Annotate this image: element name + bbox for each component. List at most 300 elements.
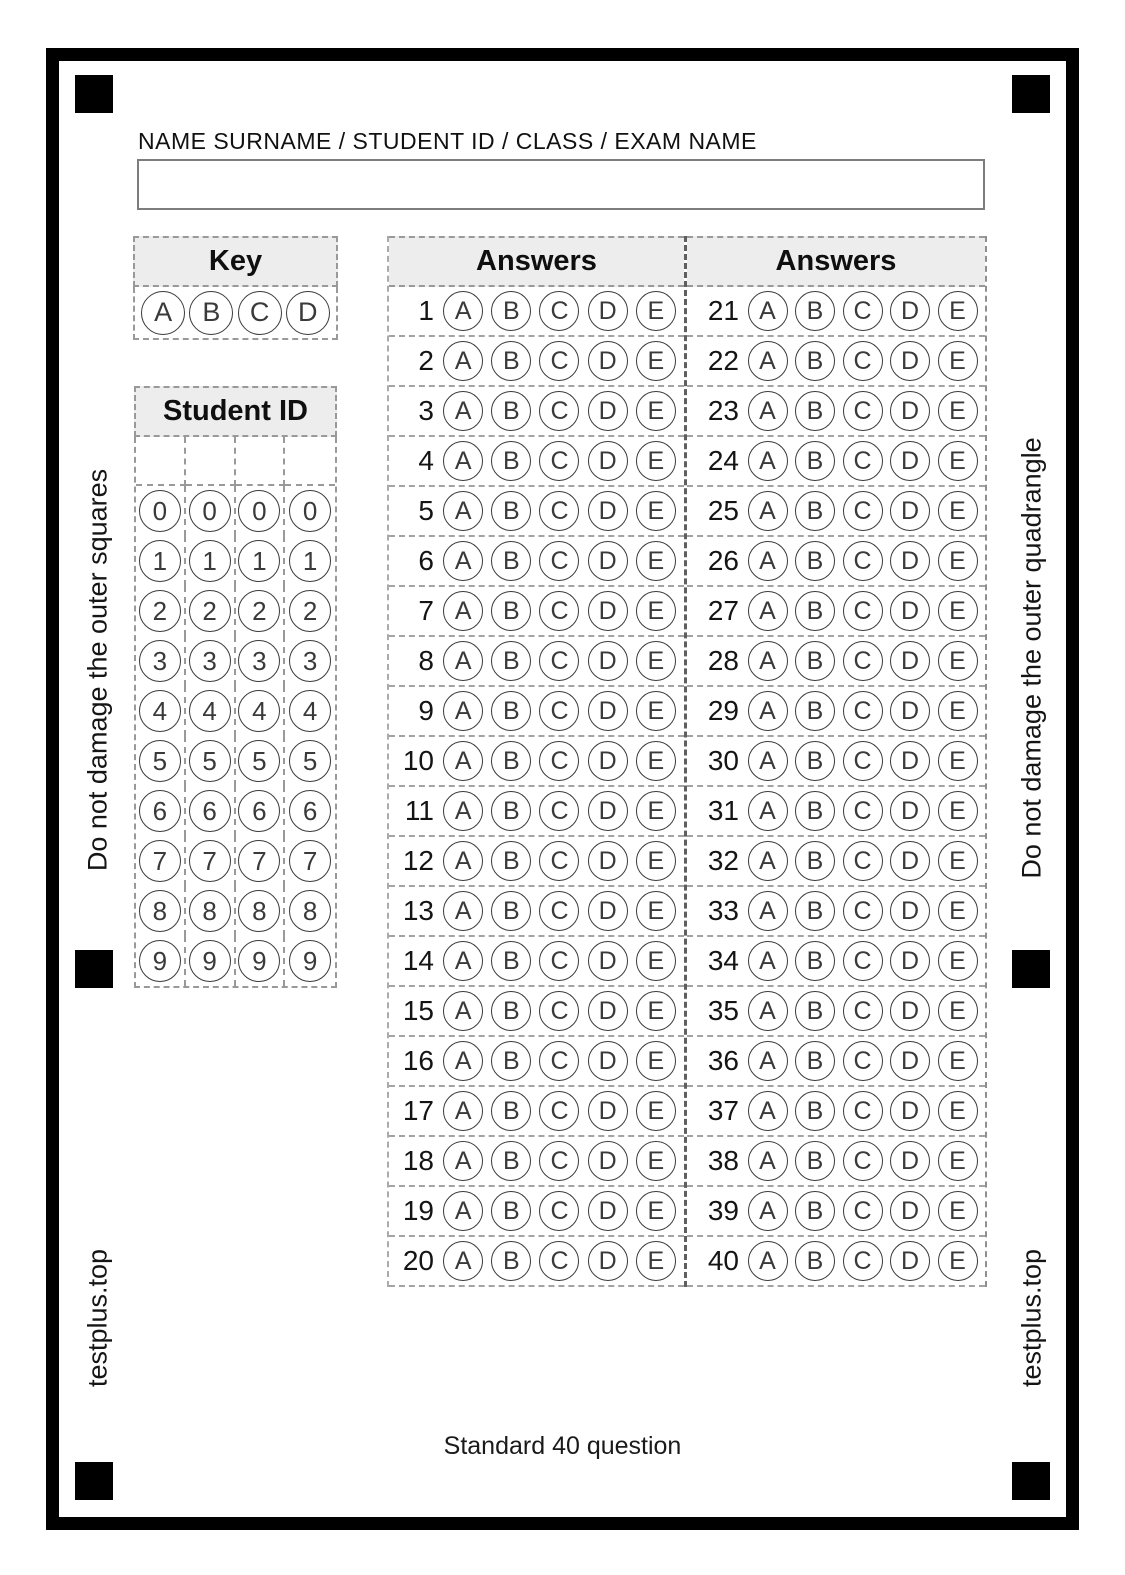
student-id-bubble-8[interactable]: 8 — [139, 890, 181, 932]
answer-row — [389, 587, 684, 637]
student-id-write-cell[interactable] — [136, 437, 186, 486]
answer-row — [389, 387, 684, 437]
answer-row — [687, 1137, 985, 1187]
answer-bubble-b[interactable]: B — [491, 491, 531, 531]
answer-bubble-a[interactable]: A — [443, 1241, 483, 1281]
answer-bubble-e[interactable]: E — [938, 291, 978, 331]
student-id-write-cell[interactable] — [285, 437, 335, 486]
answer-bubble-b[interactable]: B — [491, 1141, 531, 1181]
student-id-bubble-4[interactable]: 4 — [189, 690, 231, 732]
answer-bubble-a[interactable]: A — [748, 291, 788, 331]
student-id-bubble-3[interactable]: 3 — [189, 640, 231, 682]
answer-bubble-b[interactable]: B — [795, 1041, 835, 1081]
answer-bubble-c[interactable]: C — [539, 591, 579, 631]
question-number: 7 — [418, 595, 434, 626]
question-number: 6 — [418, 545, 434, 576]
answer-bubble-e[interactable]: E — [938, 691, 978, 731]
answer-row — [687, 787, 985, 837]
answer-bubble-e[interactable]: E — [938, 641, 978, 681]
answer-row — [687, 1237, 985, 1287]
student-id-bubble-3[interactable]: 3 — [139, 640, 181, 682]
answers-rows-left — [389, 287, 684, 1287]
answer-bubble-b[interactable]: B — [491, 1191, 531, 1231]
answer-bubble-c[interactable]: C — [539, 491, 579, 531]
answer-bubbles — [740, 641, 985, 681]
question-number: 8 — [418, 645, 434, 676]
answer-bubble-d[interactable]: D — [588, 841, 628, 881]
question-number: 40 — [707, 1245, 739, 1276]
answer-bubble-a[interactable]: A — [443, 541, 483, 581]
answer-bubble-a[interactable]: A — [748, 341, 788, 381]
answer-bubble-b[interactable]: B — [795, 941, 835, 981]
answer-bubble-c[interactable]: C — [539, 1041, 579, 1081]
answer-bubble-e[interactable]: E — [636, 391, 676, 431]
question-number: 1 — [418, 295, 434, 326]
answer-bubbles — [740, 691, 985, 731]
answer-bubble-e[interactable]: E — [938, 1091, 978, 1131]
student-id-bubble-3[interactable]: 3 — [238, 640, 280, 682]
answer-bubble-e[interactable]: E — [636, 941, 676, 981]
answer-bubble-a[interactable]: A — [748, 1191, 788, 1231]
answer-bubble-e[interactable]: E — [938, 1241, 978, 1281]
answer-bubble-e[interactable]: E — [636, 741, 676, 781]
answer-bubble-c[interactable]: C — [843, 1241, 883, 1281]
student-id-bubble-1[interactable]: 1 — [289, 540, 331, 582]
answer-bubble-e[interactable]: E — [938, 841, 978, 881]
answer-bubble-d[interactable]: D — [890, 441, 930, 481]
answer-bubble-a[interactable]: A — [748, 741, 788, 781]
answer-bubble-b[interactable]: B — [795, 1191, 835, 1231]
answer-row — [389, 987, 684, 1037]
answer-bubble-b[interactable]: B — [795, 341, 835, 381]
key-bubble-c[interactable]: C — [238, 291, 282, 335]
answer-bubble-d[interactable]: D — [588, 591, 628, 631]
answer-bubble-a[interactable]: A — [443, 891, 483, 931]
answer-row — [389, 1037, 684, 1087]
answer-bubble-c[interactable]: C — [843, 691, 883, 731]
student-id-bubble-2[interactable]: 2 — [139, 590, 181, 632]
answer-bubble-c[interactable]: C — [539, 1141, 579, 1181]
student-id-bubble-2[interactable]: 2 — [238, 590, 280, 632]
answer-bubble-c[interactable]: C — [539, 391, 579, 431]
answers-title-left: Answers — [389, 236, 684, 287]
answer-bubble-d[interactable]: D — [890, 541, 930, 581]
answer-bubble-d[interactable]: D — [588, 1091, 628, 1131]
answer-bubble-b[interactable]: B — [491, 641, 531, 681]
answers-title-right: Answers — [687, 236, 985, 287]
answer-bubble-e[interactable]: E — [636, 441, 676, 481]
answer-bubble-b[interactable]: B — [491, 291, 531, 331]
answer-bubble-c[interactable]: C — [539, 841, 579, 881]
answer-bubble-b[interactable]: B — [795, 441, 835, 481]
student-id-bubble-4[interactable]: 4 — [238, 690, 280, 732]
student-id-bubble-5[interactable]: 5 — [289, 740, 331, 782]
answer-bubble-c[interactable]: C — [843, 391, 883, 431]
answer-bubble-d[interactable]: D — [588, 941, 628, 981]
answer-bubble-a[interactable]: A — [748, 891, 788, 931]
answer-bubble-d[interactable]: D — [890, 741, 930, 781]
student-id-bubble-5[interactable]: 5 — [238, 740, 280, 782]
answer-bubble-d[interactable]: D — [588, 491, 628, 531]
key-bubble-d[interactable]: D — [286, 291, 330, 335]
answer-bubble-b[interactable]: B — [795, 991, 835, 1031]
student-id-bubble-1[interactable]: 1 — [238, 540, 280, 582]
answer-bubble-b[interactable]: B — [491, 791, 531, 831]
answers-rows-right — [687, 287, 985, 1287]
answer-bubble-e[interactable]: E — [636, 791, 676, 831]
answer-bubble-a[interactable]: A — [748, 1141, 788, 1181]
answer-bubble-e[interactable]: E — [938, 1191, 978, 1231]
student-id-bubble-6[interactable]: 6 — [189, 790, 231, 832]
answer-bubble-b[interactable]: B — [795, 741, 835, 781]
answer-bubble-b[interactable]: B — [795, 1091, 835, 1131]
answer-row — [389, 1237, 684, 1287]
key-bubble-a[interactable]: A — [141, 291, 185, 335]
answer-bubble-e[interactable]: E — [636, 1241, 676, 1281]
answer-bubble-b[interactable]: B — [795, 391, 835, 431]
student-id-bubble-4[interactable]: 4 — [139, 690, 181, 732]
answer-bubble-d[interactable]: D — [890, 691, 930, 731]
student-id-cell — [236, 936, 286, 986]
answer-bubble-d[interactable]: D — [890, 641, 930, 681]
answer-bubble-c[interactable]: C — [539, 541, 579, 581]
answer-bubble-d[interactable]: D — [588, 1191, 628, 1231]
answer-bubble-e[interactable]: E — [636, 1041, 676, 1081]
student-id-bubble-3[interactable]: 3 — [289, 640, 331, 682]
answer-bubble-e[interactable]: E — [938, 791, 978, 831]
answer-bubble-b[interactable]: B — [491, 1091, 531, 1131]
answer-bubble-d[interactable]: D — [890, 991, 930, 1031]
answer-bubble-a[interactable]: A — [443, 941, 483, 981]
student-id-cell — [136, 736, 186, 786]
answer-bubble-c[interactable]: C — [843, 741, 883, 781]
answer-bubble-c[interactable]: C — [539, 1241, 579, 1281]
answer-bubble-a[interactable]: A — [443, 341, 483, 381]
answer-bubble-e[interactable]: E — [636, 991, 676, 1031]
answer-bubble-b[interactable]: B — [491, 441, 531, 481]
answer-bubble-b[interactable]: B — [795, 541, 835, 581]
answer-bubble-a[interactable]: A — [443, 291, 483, 331]
answer-bubble-b[interactable]: B — [491, 1041, 531, 1081]
answer-row — [687, 837, 985, 887]
student-id-cell — [285, 786, 335, 836]
answer-bubble-c[interactable]: C — [539, 1191, 579, 1231]
answer-bubble-c[interactable]: C — [843, 1141, 883, 1181]
answer-bubble-a[interactable]: A — [748, 1241, 788, 1281]
answer-bubbles — [435, 941, 684, 981]
answer-bubble-e[interactable]: E — [636, 1091, 676, 1131]
answer-bubble-e[interactable]: E — [938, 891, 978, 931]
key-bubble-b[interactable]: B — [189, 291, 233, 335]
student-id-bubble-7[interactable]: 7 — [189, 840, 231, 882]
answer-bubble-d[interactable]: D — [890, 1191, 930, 1231]
answer-bubble-a[interactable]: A — [748, 791, 788, 831]
answer-bubble-d[interactable]: D — [588, 741, 628, 781]
answer-bubble-a[interactable]: A — [443, 691, 483, 731]
answer-bubble-b[interactable]: B — [795, 891, 835, 931]
student-id-bubble-7[interactable]: 7 — [139, 840, 181, 882]
student-id-bubble-8[interactable]: 8 — [189, 890, 231, 932]
answer-bubble-c[interactable]: C — [539, 341, 579, 381]
answer-bubble-a[interactable]: A — [443, 991, 483, 1031]
answer-bubble-b[interactable]: B — [491, 341, 531, 381]
answer-bubble-d[interactable]: D — [890, 341, 930, 381]
answer-bubble-a[interactable]: A — [443, 1091, 483, 1131]
answer-bubble-c[interactable]: C — [539, 741, 579, 781]
student-id-bubble-4[interactable]: 4 — [289, 690, 331, 732]
answer-bubble-d[interactable]: D — [588, 1141, 628, 1181]
answer-bubble-b[interactable]: B — [491, 691, 531, 731]
answer-bubble-d[interactable]: D — [890, 391, 930, 431]
answer-bubble-c[interactable]: C — [843, 1191, 883, 1231]
answer-bubble-d[interactable]: D — [890, 291, 930, 331]
answer-bubbles — [435, 1141, 684, 1181]
answer-bubble-a[interactable]: A — [443, 391, 483, 431]
answer-bubble-c[interactable]: C — [843, 641, 883, 681]
answer-bubble-d[interactable]: D — [588, 791, 628, 831]
answer-bubble-a[interactable]: A — [443, 491, 483, 531]
question-number: 15 — [402, 995, 434, 1026]
student-id-write-cell[interactable] — [186, 437, 236, 486]
answer-bubble-d[interactable]: D — [890, 1241, 930, 1281]
student-id-bubble-5[interactable]: 5 — [139, 740, 181, 782]
answer-row — [389, 1187, 684, 1237]
student-id-bubble-2[interactable]: 2 — [189, 590, 231, 632]
answer-bubble-d[interactable]: D — [588, 1241, 628, 1281]
answer-bubble-c[interactable]: C — [843, 591, 883, 631]
answer-bubbles — [435, 441, 684, 481]
answer-bubble-e[interactable]: E — [938, 1041, 978, 1081]
student-id-cell — [186, 536, 236, 586]
student-id-bubble-0[interactable]: 0 — [139, 490, 181, 532]
answer-bubble-e[interactable]: E — [636, 591, 676, 631]
answer-bubble-d[interactable]: D — [588, 1041, 628, 1081]
answer-bubble-b[interactable]: B — [491, 391, 531, 431]
answer-bubble-c[interactable]: C — [843, 1091, 883, 1131]
student-id-bubble-9[interactable]: 9 — [189, 940, 231, 982]
answer-bubble-c[interactable]: C — [843, 1041, 883, 1081]
answer-bubble-a[interactable]: A — [443, 441, 483, 481]
student-id-bubble-8[interactable]: 8 — [289, 890, 331, 932]
answer-bubble-c[interactable]: C — [843, 791, 883, 831]
answer-row — [687, 887, 985, 937]
answer-bubble-d[interactable]: D — [890, 941, 930, 981]
answer-bubble-c[interactable]: C — [843, 441, 883, 481]
question-number: 13 — [402, 895, 434, 926]
answer-bubble-b[interactable]: B — [795, 841, 835, 881]
answer-bubble-b[interactable]: B — [491, 841, 531, 881]
answer-bubble-d[interactable]: D — [588, 341, 628, 381]
answer-bubble-d[interactable]: D — [890, 591, 930, 631]
answer-bubble-d[interactable]: D — [890, 1091, 930, 1131]
student-id-bubble-1[interactable]: 1 — [189, 540, 231, 582]
answer-bubble-a[interactable]: A — [748, 691, 788, 731]
answer-bubble-d[interactable]: D — [588, 541, 628, 581]
answer-bubble-b[interactable]: B — [491, 591, 531, 631]
answer-bubble-e[interactable]: E — [938, 491, 978, 531]
answer-bubble-e[interactable]: E — [938, 941, 978, 981]
answer-bubble-e[interactable]: E — [938, 591, 978, 631]
answer-bubble-b[interactable]: B — [795, 291, 835, 331]
answer-bubble-b[interactable]: B — [491, 991, 531, 1031]
answer-bubble-a[interactable]: A — [748, 591, 788, 631]
answer-bubble-c[interactable]: C — [843, 291, 883, 331]
answer-bubble-b[interactable]: B — [795, 491, 835, 531]
answer-bubble-c[interactable]: C — [539, 791, 579, 831]
answer-bubble-d[interactable]: D — [588, 891, 628, 931]
answer-bubble-a[interactable]: A — [748, 441, 788, 481]
question-number: 33 — [707, 895, 739, 926]
registration-mark-top-right — [1012, 75, 1050, 113]
student-id-cell — [186, 586, 236, 636]
answer-bubble-b[interactable]: B — [795, 641, 835, 681]
answer-bubble-c[interactable]: C — [843, 941, 883, 981]
answer-bubble-c[interactable]: C — [539, 691, 579, 731]
answer-bubble-d[interactable]: D — [588, 441, 628, 481]
answer-bubble-b[interactable]: B — [491, 941, 531, 981]
answer-bubbles — [435, 391, 684, 431]
answer-bubble-a[interactable]: A — [748, 991, 788, 1031]
answer-bubble-c[interactable]: C — [843, 891, 883, 931]
answer-bubble-b[interactable]: B — [795, 591, 835, 631]
question-number: 20 — [402, 1245, 434, 1276]
answer-bubble-a[interactable]: A — [443, 791, 483, 831]
answer-bubble-e[interactable]: E — [636, 841, 676, 881]
answer-bubble-e[interactable]: E — [938, 391, 978, 431]
answer-bubble-d[interactable]: D — [588, 991, 628, 1031]
answer-bubble-a[interactable]: A — [443, 591, 483, 631]
answer-bubble-a[interactable]: A — [748, 1041, 788, 1081]
student-id-cell — [285, 886, 335, 936]
answer-row — [687, 737, 985, 787]
answer-bubble-c[interactable]: C — [539, 1091, 579, 1131]
answer-bubble-c[interactable]: C — [843, 541, 883, 581]
answer-bubble-e[interactable]: E — [938, 741, 978, 781]
answer-bubble-c[interactable]: C — [539, 891, 579, 931]
student-id-bubble-7[interactable]: 7 — [238, 840, 280, 882]
answer-bubbles — [740, 391, 985, 431]
student-id-write-cell[interactable] — [236, 437, 286, 486]
answer-bubble-b[interactable]: B — [795, 791, 835, 831]
answer-bubble-d[interactable]: D — [890, 1041, 930, 1081]
answer-bubbles — [740, 1141, 985, 1181]
student-id-bubble-0[interactable]: 0 — [189, 490, 231, 532]
student-id-bubble-9[interactable]: 9 — [139, 940, 181, 982]
answer-bubble-a[interactable]: A — [748, 641, 788, 681]
answer-bubble-a[interactable]: A — [748, 541, 788, 581]
student-id-bubble-9[interactable]: 9 — [238, 940, 280, 982]
answer-bubble-e[interactable]: E — [636, 541, 676, 581]
answer-bubble-b[interactable]: B — [795, 1241, 835, 1281]
student-id-bubble-6[interactable]: 6 — [139, 790, 181, 832]
answer-bubble-e[interactable]: E — [938, 441, 978, 481]
answer-bubble-a[interactable]: A — [443, 1041, 483, 1081]
student-id-grid — [134, 437, 337, 988]
answer-bubble-d[interactable]: D — [890, 1141, 930, 1181]
answer-bubble-c[interactable]: C — [843, 491, 883, 531]
answer-bubble-e[interactable]: E — [636, 341, 676, 381]
answer-bubble-e[interactable]: E — [938, 991, 978, 1031]
answer-bubble-c[interactable]: C — [843, 341, 883, 381]
answer-bubble-a[interactable]: A — [443, 1191, 483, 1231]
student-id-bubble-7[interactable]: 7 — [289, 840, 331, 882]
question-number: 28 — [707, 645, 739, 676]
student-id-bubble-1[interactable]: 1 — [139, 540, 181, 582]
answer-bubble-d[interactable]: D — [890, 491, 930, 531]
answer-bubble-a[interactable]: A — [443, 1141, 483, 1181]
student-id-bubble-9[interactable]: 9 — [289, 940, 331, 982]
answer-bubble-a[interactable]: A — [748, 391, 788, 431]
answer-bubble-e[interactable]: E — [938, 341, 978, 381]
answer-bubble-d[interactable]: D — [890, 791, 930, 831]
answer-row — [389, 337, 684, 387]
student-id-cell — [136, 836, 186, 886]
answer-bubble-d[interactable]: D — [588, 641, 628, 681]
student-id-bubble-0[interactable]: 0 — [238, 490, 280, 532]
answer-bubble-d[interactable]: D — [588, 291, 628, 331]
answer-bubble-b[interactable]: B — [795, 691, 835, 731]
student-id-bubble-6[interactable]: 6 — [289, 790, 331, 832]
answer-bubble-e[interactable]: E — [636, 891, 676, 931]
answer-bubble-a[interactable]: A — [748, 491, 788, 531]
answer-bubble-a[interactable]: A — [443, 741, 483, 781]
answer-bubble-a[interactable]: A — [748, 941, 788, 981]
answer-bubble-b[interactable]: B — [795, 1141, 835, 1181]
answer-bubble-e[interactable]: E — [938, 1141, 978, 1181]
answer-bubble-e[interactable]: E — [636, 691, 676, 731]
student-id-bubble-0[interactable]: 0 — [289, 490, 331, 532]
answer-bubble-c[interactable]: C — [539, 441, 579, 481]
answer-bubble-e[interactable]: E — [636, 291, 676, 331]
answer-bubble-b[interactable]: B — [491, 891, 531, 931]
answer-bubble-a[interactable]: A — [748, 841, 788, 881]
answer-bubble-e[interactable]: E — [636, 1191, 676, 1231]
student-id-bubble-2[interactable]: 2 — [289, 590, 331, 632]
answer-bubble-e[interactable]: E — [636, 641, 676, 681]
answer-bubble-c[interactable]: C — [843, 841, 883, 881]
student-id-cell — [285, 836, 335, 886]
answer-bubble-d[interactable]: D — [588, 391, 628, 431]
answer-bubble-c[interactable]: C — [539, 291, 579, 331]
answer-bubble-e[interactable]: E — [636, 491, 676, 531]
student-id-bubble-5[interactable]: 5 — [189, 740, 231, 782]
answer-bubbles — [740, 441, 985, 481]
answer-bubble-b[interactable]: B — [491, 1241, 531, 1281]
answer-bubble-a[interactable]: A — [443, 841, 483, 881]
answer-bubble-b[interactable]: B — [491, 541, 531, 581]
answer-bubble-c[interactable]: C — [539, 641, 579, 681]
student-id-bubble-8[interactable]: 8 — [238, 890, 280, 932]
answer-bubble-a[interactable]: A — [443, 641, 483, 681]
answer-bubble-e[interactable]: E — [938, 541, 978, 581]
question-number: 34 — [707, 945, 739, 976]
answer-bubble-d[interactable]: D — [588, 691, 628, 731]
name-input-box[interactable] — [137, 159, 985, 210]
question-number: 39 — [707, 1195, 739, 1226]
answer-bubble-a[interactable]: A — [748, 1091, 788, 1131]
answer-bubble-b[interactable]: B — [491, 741, 531, 781]
answer-bubble-d[interactable]: D — [890, 841, 930, 881]
answer-bubble-d[interactable]: D — [890, 891, 930, 931]
question-number: 21 — [707, 295, 739, 326]
answer-bubble-c[interactable]: C — [539, 941, 579, 981]
answer-bubble-e[interactable]: E — [636, 1141, 676, 1181]
student-id-bubble-6[interactable]: 6 — [238, 790, 280, 832]
answer-bubble-c[interactable]: C — [843, 991, 883, 1031]
answer-bubbles — [740, 1191, 985, 1231]
answer-bubble-c[interactable]: C — [539, 991, 579, 1031]
student-id-cell — [136, 936, 186, 986]
